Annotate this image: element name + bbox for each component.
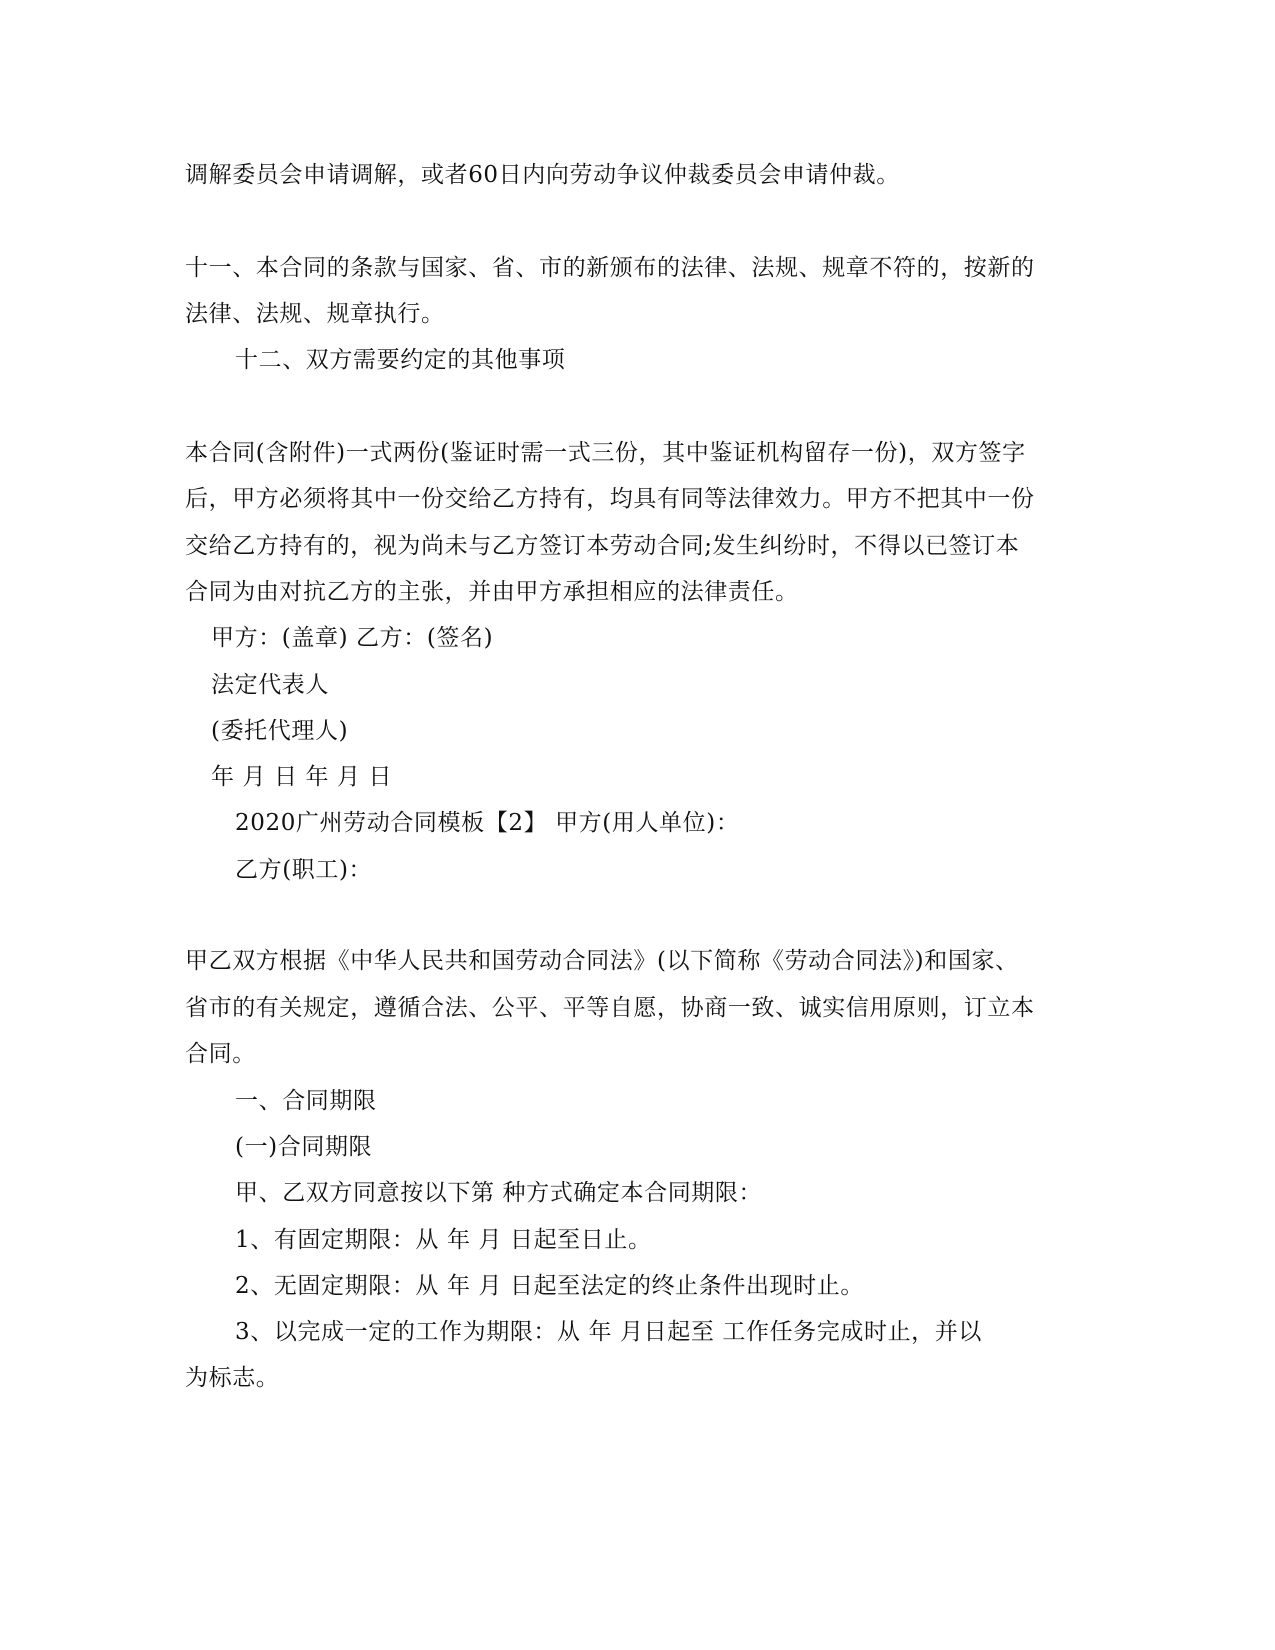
section-one-heading: 一、合同期限 <box>235 1088 377 1114</box>
term-option-3-line-2: 为标志。 <box>185 1365 280 1391</box>
preamble-line-1: 甲乙双方根据《中华人民共和国劳动合同法》(以下简称《劳动合同法》)和国家、 <box>185 948 1019 974</box>
subsection-term-heading: (一)合同期限 <box>235 1134 373 1160</box>
legal-representative-line: 法定代表人 <box>211 672 329 698</box>
authorized-agent-line: (委托代理人) <box>211 718 349 744</box>
clause-twelve-heading: 十二、双方需要约定的其他事项 <box>235 347 566 373</box>
term-method-line: 甲、乙双方同意按以下第 种方式确定本合同期限： <box>235 1180 763 1206</box>
signature-date-line: 年 月 日 年 月 日 <box>211 764 393 790</box>
copies-paragraph-line-4: 合同为由对抗乙方的主张，并由甲方承担相应的法律责任。 <box>185 579 799 605</box>
preamble-line-2: 省市的有关规定，遵循合法、公平、平等自愿，协商一致、诚实信用原则，订立本 <box>185 995 1035 1021</box>
copies-paragraph-line-1: 本合同(含附件)一式两份(鉴证时需一式三份，其中鉴证机构留存一份)，双方签字 <box>185 440 1026 466</box>
preamble-line-3: 合同。 <box>185 1041 256 1067</box>
copies-paragraph-line-3: 交给乙方持有的，视为尚未与乙方签订本劳动合同;发生纠纷时，不得以已签订本 <box>185 533 1020 559</box>
paragraph-mediation-line: 调解委员会申请调解，或者60日内向劳动争议仲裁委员会申请仲裁。 <box>185 162 900 188</box>
clause-eleven-line-1: 十一、本合同的条款与国家、省、市的新颁布的法律、法规、规章不符的，按新的 <box>185 255 1035 281</box>
copies-paragraph-line-2: 后，甲方必须将其中一份交给乙方持有，均具有同等法律效力。甲方不把其中一份 <box>185 486 1035 512</box>
clause-eleven-line-2: 法律、法规、规章执行。 <box>185 301 445 327</box>
term-option-3-line-1: 3、以完成一定的工作为期限：从 年 月日起至 工作任务完成时止，并以 <box>235 1319 982 1345</box>
term-option-2: 2、无固定期限：从 年 月 日起至法定的终止条件出现时止。 <box>235 1273 864 1299</box>
party-b-employee-line: 乙方(职工)： <box>235 857 373 883</box>
template-two-heading: 2020广州劳动合同模板【2】 甲方(用人单位)： <box>235 810 740 836</box>
term-option-1: 1、有固定期限：从 年 月 日起至日止。 <box>235 1227 652 1253</box>
signature-parties-line: 甲方：(盖章) 乙方：(签名) <box>211 625 494 651</box>
